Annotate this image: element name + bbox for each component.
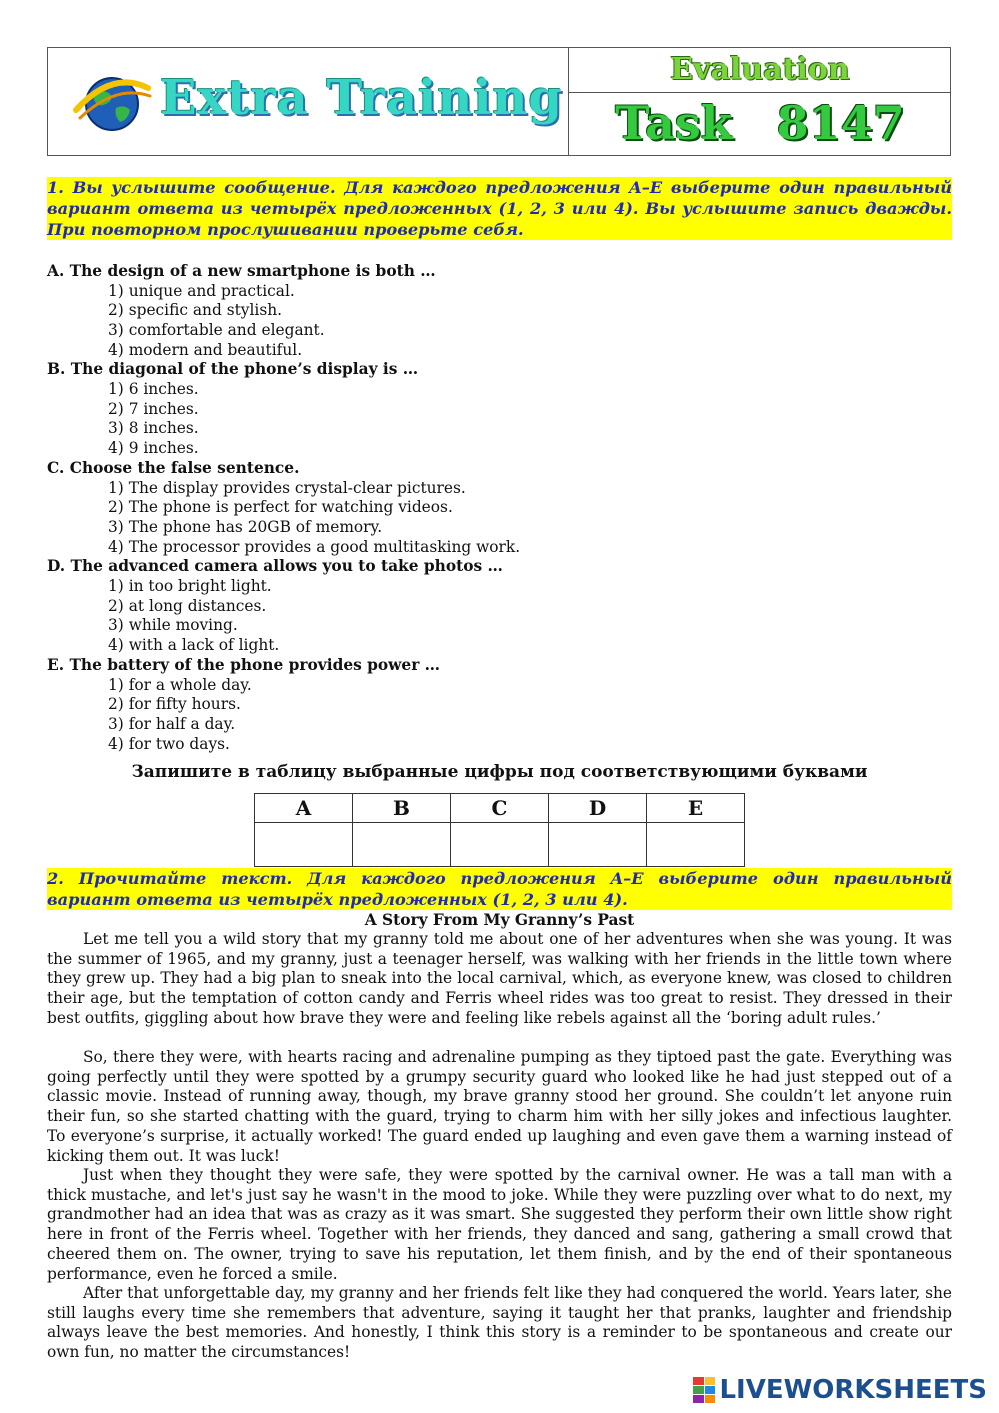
option-e1[interactable]: 1) for a whole day. — [108, 676, 252, 694]
brand-cell — [48, 48, 569, 155]
option-b2[interactable]: 2) 7 inches. — [108, 400, 199, 418]
liveworksheets-logo — [693, 1375, 987, 1405]
option-e2[interactable]: 2) for fifty hours. — [108, 695, 241, 713]
answer-header-d: D — [549, 794, 647, 823]
task-number: Task 8147 — [615, 96, 905, 150]
option-c4[interactable]: 4) The processor provides a good multitasking work. — [108, 538, 521, 556]
question-a: A. The design of a new smartphone is both … — [47, 262, 436, 280]
option-b4[interactable]: 4) 9 inches. — [108, 439, 199, 457]
header-box — [47, 47, 951, 156]
answer-header-e: E — [647, 794, 745, 823]
question-d: D. The advanced camera allows you to take photos … — [47, 557, 503, 575]
answer-cell-c[interactable] — [451, 823, 549, 867]
story-paragraph: Just when they thought they were safe, they were spotted by the carnival owner. He was a tall man with a thick mustache, and let's just say he wasn't in the mood to joke. While they were puzzling over what to do next, my grandmother had an idea that was as crazy as it was smart. She suggested they perform their own little show right here in front of the Ferris wheel. Together with her friends, they danced and sang, gathering a small crowd that cheered them on. The owner, trying to save his reputation, let them finish, and by the end of their spontaneous performance, even he forced a smile. — [47, 1166, 952, 1283]
story-paragraph: After that unforgettable day, my granny and her friends felt like they had conquered the world. Years later, she still laughs every time she remembers that adventure, saying it taught her that pranks, laughter and friendship always leave the best memories. And honestly, I think this story is a reminder to be spontaneous and create our own fun, no matter the circumstances! — [47, 1284, 952, 1362]
question-b: B. The diagonal of the phone’s display is … — [47, 360, 419, 378]
answer-header-a: A — [255, 794, 353, 823]
section1-instruction: 1. Вы услышите сообщение. Для каждого предложения A–E выберите один правильный вариант ответа из четырёх предложенных (1, 2, 3 или 4). Вы услышите запись дважды. При повторном прослушивании проверьте себя. — [47, 178, 952, 239]
brand-title: Extra Training — [160, 70, 563, 126]
answer-header-c: C — [451, 794, 549, 823]
story-paragraph: Let me tell you a wild story that my granny told me about one of her adventures when she was young. It was the summer of 1965, and my granny, just a teenager herself, was walking with her friends in the little town where they grew up. They had a big plan to sneak into the local carnival, which, as everyone knew, was closed to children their age, but the temptation of cotton candy and Ferris wheel rides was too great to resist. They dressed in their best outfits, giggling about how brave they were and feeling like rebels against all the ‘boring adult rules.’ — [47, 930, 952, 1027]
option-d4[interactable]: 4) with a lack of light. — [108, 636, 280, 654]
liveworksheets-text: LIVEWORKSHEETS — [719, 1375, 987, 1405]
option-a2[interactable]: 2) specific and stylish. — [108, 301, 283, 319]
question-e: E. The battery of the phone provides power … — [47, 656, 441, 674]
option-c2[interactable]: 2) The phone is perfect for watching videos. — [108, 498, 453, 516]
story-paragraph: So, there they were, with hearts racing and adrenaline pumping as they tiptoed past the gate. Everything was going perfectly until they were spotted by a grumpy security guard who looked like he had just stepped out of a classic movie. Instead of running away, though, my brave granny stood her ground. She couldn’t let anyone ruin their fun, so she started chatting with the guard, trying to charm him with her silly jokes and infectious laughter. To everyone’s surprise, it actually worked! The guard ended up laughing and even gave them a warning instead of kicking them out. It was luck! — [47, 1048, 952, 1165]
answer-table — [254, 793, 745, 867]
task-cell — [569, 93, 951, 155]
evaluation-label: Evaluation — [670, 52, 850, 87]
option-e3[interactable]: 3) for half a day. — [108, 715, 236, 733]
option-c3[interactable]: 3) The phone has 20GB of memory. — [108, 518, 383, 536]
option-c1[interactable]: 1) The display provides crystal-clear pictures. — [108, 479, 466, 497]
answer-cell-b[interactable] — [353, 823, 451, 867]
liveworksheets-icon — [693, 1377, 715, 1403]
option-a3[interactable]: 3) comfortable and elegant. — [108, 321, 325, 339]
globe-icon — [72, 70, 152, 134]
question-c: C. Choose the false sentence. — [47, 459, 300, 477]
option-d1[interactable]: 1) in too bright light. — [108, 577, 272, 595]
story-title: A Story From My Granny’s Past — [364, 911, 635, 929]
option-d2[interactable]: 2) at long distances. — [108, 597, 267, 615]
option-d3[interactable]: 3) while moving. — [108, 616, 238, 634]
answer-cell-e[interactable] — [647, 823, 745, 867]
option-e4[interactable]: 4) for two days. — [108, 735, 230, 753]
answer-header-b: B — [353, 794, 451, 823]
answer-cell-a[interactable] — [255, 823, 353, 867]
section2-instruction: 2. Прочитайте текст. Для каждого предложения A–E выберите один правильный вариант ответа из четырёх предложенных (1, 2, 3 или 4). — [47, 869, 952, 909]
option-b3[interactable]: 3) 8 inches. — [108, 419, 199, 437]
answer-cell-d[interactable] — [549, 823, 647, 867]
option-b1[interactable]: 1) 6 inches. — [108, 380, 199, 398]
answer-table-title: Запишите в таблицу выбранные цифры под соответствующими буквами — [131, 762, 868, 782]
evaluation-cell — [569, 48, 951, 93]
option-a4[interactable]: 4) modern and beautiful. — [108, 341, 303, 359]
option-a1[interactable]: 1) unique and practical. — [108, 282, 295, 300]
